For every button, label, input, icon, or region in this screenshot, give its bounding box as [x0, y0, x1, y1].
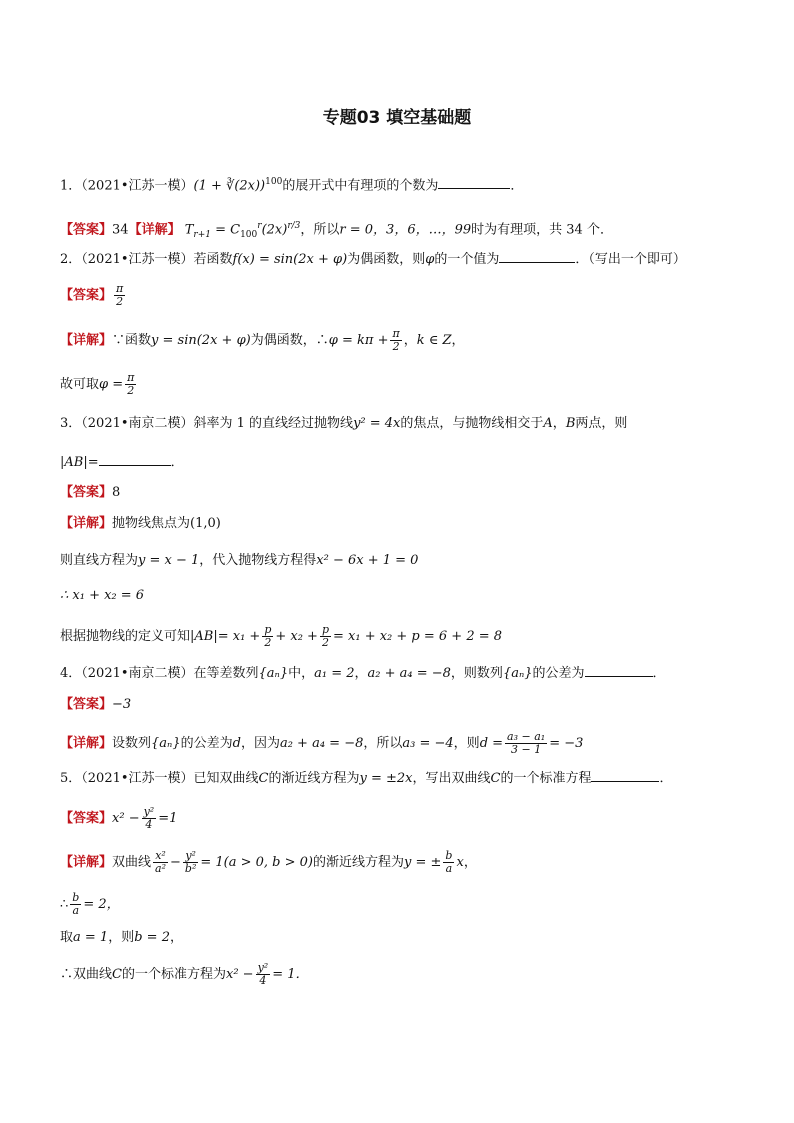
q5-d-frac2	[183, 850, 198, 875]
q5-d2: −	[170, 855, 181, 870]
q5-d4: 的渐近线方程为	[313, 855, 405, 870]
q4-frac-den: 3 − 1	[511, 743, 542, 756]
q3-line4-frac2	[320, 624, 331, 649]
q4-detail	[60, 731, 583, 756]
q3-comma: ，	[552, 416, 566, 431]
q5-l4-4: x² −	[225, 967, 254, 982]
q3-text1: 的焦点，与抛物线相交于	[400, 416, 544, 431]
q1-detail-term: T	[184, 222, 194, 238]
q1-exponent: 100	[265, 177, 283, 187]
q5-asymptote: y = ±2x	[359, 771, 413, 786]
q5-d-frac1	[153, 850, 168, 875]
q1-detail-c-sup: r	[257, 221, 262, 231]
q4-answer	[60, 695, 131, 715]
q2-detail-text2: 为偶函数，∴	[250, 333, 329, 348]
q3-line2	[60, 551, 418, 571]
q4-text3: 的公差为	[532, 666, 585, 681]
q3-f1-num: p	[264, 623, 272, 636]
q3-detail-focus: 抛物线焦点为(1,0)	[112, 516, 221, 531]
question-3-cont	[60, 451, 184, 473]
question-4	[60, 662, 666, 684]
q4-seq1: {aₙ}	[258, 666, 289, 681]
q5-f3-num: b	[445, 849, 453, 862]
q5-l4-1: ∴双曲线	[60, 967, 113, 982]
q3-line4-eq2: + x₂ +	[275, 629, 318, 644]
q5-l4-den: 4	[259, 974, 267, 987]
q3-parabola: y² = 4x	[353, 416, 401, 431]
answer-label: 【答案】	[60, 485, 113, 500]
q1-detail-sub: r+1	[193, 229, 211, 240]
q1-answer: 34	[112, 222, 129, 238]
q2-detail-den: 2	[392, 340, 400, 353]
q4-d4: d	[232, 736, 241, 751]
q5-answer	[60, 806, 177, 831]
q3-f1-den: 2	[264, 636, 272, 649]
q2-phi: φ	[425, 252, 435, 267]
answer-label: 【答案】	[60, 288, 113, 303]
q3-ab: |AB|=	[60, 455, 99, 470]
q5-detail	[60, 850, 477, 875]
q5-l4-5: = 1．	[272, 967, 309, 982]
q5-l4-3: 的一个标准方程为	[121, 967, 226, 982]
q1-detail-text2: 时为有理项，共 34 个．	[471, 222, 613, 238]
q1-source: 1．（2021•江苏一模）	[60, 178, 194, 194]
detail-label: 【详解】	[128, 222, 181, 238]
q3-point-b: B	[565, 416, 576, 431]
q5-l3-4: b = 2	[134, 930, 170, 945]
question-2	[60, 248, 686, 270]
q5-answer-fraction	[142, 806, 157, 831]
q5-l4-num: y²	[257, 961, 269, 974]
detail-label: 【详解】	[60, 736, 113, 751]
q3-line2-eq2: x² − 6x + 1 = 0	[316, 553, 419, 568]
q5-text2: ，写出双曲线	[412, 771, 491, 786]
q3-answer	[60, 483, 120, 503]
q4-d11: = −3	[549, 736, 584, 751]
q5-l3-5: ，	[169, 930, 183, 945]
question-3	[60, 414, 627, 434]
q5-d-frac3	[443, 850, 454, 875]
q5-l3-3: ，则	[108, 930, 135, 945]
q4-sum: a₂ + a₄ = −8	[367, 666, 451, 681]
q5-ans2: =1	[158, 811, 178, 826]
q4-d5: ，因为	[240, 736, 280, 751]
q3-line2-text2: ，代入抛物线方程得	[199, 553, 317, 568]
q4-d6: a₂ + a₄ = −8	[279, 736, 364, 751]
q5-ans-den: 4	[145, 818, 153, 831]
q2-conclusion	[60, 372, 138, 397]
q5-l2-therefore: ∴	[60, 897, 69, 912]
q5-l2-eq: = 2，	[83, 897, 120, 912]
q4-d2: {aₙ}	[151, 736, 181, 751]
q3-line4-eq3: = x₁ + x₂ + p = 6 + 2 = 8	[333, 629, 503, 644]
q5-l2-num: b	[72, 891, 80, 904]
q5-l4-frac	[256, 962, 271, 987]
q5-end: ．	[659, 771, 673, 786]
q5-l3-1: 取	[60, 930, 74, 945]
q2-text1: 为偶函数，则	[347, 252, 426, 267]
q3-end: ．	[170, 455, 184, 470]
q5-d7: ，	[463, 855, 477, 870]
detail-label: 【详解】	[60, 333, 113, 348]
answer-blank	[499, 248, 575, 263]
q2-detail-k: k ∈ Z	[416, 333, 452, 348]
answer-label: 【答案】	[60, 811, 113, 826]
page-title: 专题03 填空基础题	[322, 108, 472, 128]
q5-text1: 的渐近线方程为	[268, 771, 360, 786]
question-1	[60, 172, 523, 196]
q2-conclusion-text: 故可取	[60, 377, 100, 392]
q5-line2	[60, 892, 120, 917]
q1-detail-c: = C	[210, 222, 241, 238]
q3-line4-text: 根据抛物线的定义可知	[60, 629, 191, 644]
q3-line3-eq: ∴ x₁ + x₂ = 6	[60, 588, 145, 603]
q4-text1: 中，	[288, 666, 315, 681]
q2-text3: ．（写出一个即可）	[575, 252, 686, 267]
q2-detail-text1: ∵函数	[112, 333, 152, 348]
q3-detail	[60, 514, 221, 534]
q5-d1: 双曲线	[112, 855, 152, 870]
q4-source: 4．（2021•南京二模）在等差数列	[60, 666, 259, 681]
q1-detail-c-sub: 100	[240, 229, 258, 240]
q5-text3: 的一个标准方程	[500, 771, 592, 786]
q2-source: 2．（2021•江苏一模）若函数	[60, 252, 233, 267]
q5-l2-frac	[70, 892, 81, 917]
q3-answer-value: 8	[112, 485, 121, 500]
q5-line4	[60, 962, 308, 987]
q2-detail-num: π	[392, 327, 400, 340]
q5-line3	[60, 928, 183, 948]
q2-answer	[60, 283, 127, 308]
q5-c2: C	[490, 771, 501, 786]
q2-conclusion-den: 2	[127, 384, 135, 397]
q2-conclusion-fraction	[125, 372, 136, 397]
q1-detail-values: r = 0，3，6，…，99	[339, 222, 472, 238]
q5-f2-num: y²	[183, 850, 198, 863]
q4-d8: a₃ = −4	[402, 736, 454, 751]
q4-frac-num: a₃ − a₁	[507, 730, 546, 743]
q3-line4-frac1	[262, 624, 273, 649]
q5-source: 5．（2021•江苏一模）已知双曲线	[60, 771, 259, 786]
q3-line2-text1: 则直线方程为	[60, 553, 139, 568]
q1-answer-detail	[60, 216, 613, 245]
answer-label: 【答案】	[60, 222, 113, 238]
q4-end: ．	[652, 666, 666, 681]
answer-blank	[99, 451, 171, 466]
q5-f2-den: b²	[184, 862, 197, 875]
q5-l3-2: a = 1	[73, 930, 109, 945]
q4-d3: 的公差为	[180, 736, 233, 751]
q3-line4-eq1: |AB|= x₁ +	[190, 629, 261, 644]
q1-text: 的展开式中有理项的个数为	[282, 178, 439, 194]
q4-d7: ，所以	[363, 736, 403, 751]
q3-line2-eq1: y = x − 1	[138, 553, 200, 568]
q2-answer-den: 2	[116, 295, 124, 308]
q1-expression: (1 + ∛(2x))	[193, 178, 266, 194]
q5-d6: x	[456, 855, 464, 870]
q1-end: ．	[510, 178, 524, 194]
q5-l2-den: a	[72, 904, 80, 917]
detail-label: 【详解】	[60, 855, 113, 870]
answer-blank	[438, 174, 510, 189]
q3-point-a: A	[543, 416, 553, 431]
q2-function: f(x) = sin(2x + φ)	[232, 252, 348, 267]
q5-d5: y = ±	[404, 855, 442, 870]
q4-d9: ，则	[453, 736, 480, 751]
q2-detail	[60, 328, 465, 353]
q2-detail-comma2: ，	[451, 333, 465, 348]
q2-conclusion-num: π	[127, 371, 135, 384]
q5-c1: C	[258, 771, 269, 786]
q1-detail-text1: ，所以	[300, 222, 340, 238]
q5-ans-num: y²	[143, 805, 155, 818]
q2-detail-func: y = sin(2x + φ)	[151, 333, 251, 348]
answer-label: 【答案】	[60, 697, 113, 712]
q2-detail-comma: ，	[403, 333, 417, 348]
q4-d10: d =	[479, 736, 504, 751]
detail-label: 【详解】	[60, 516, 113, 531]
q5-l4-2: C	[112, 967, 122, 982]
q5-d3: = 1(a > 0, b > 0)	[200, 855, 313, 870]
q2-text2: 的一个值为	[434, 252, 500, 267]
q1-detail-power-sup: r/3	[287, 221, 301, 231]
q4-answer-value: −3	[112, 697, 132, 712]
q5-f1-den: a²	[155, 862, 166, 875]
q2-conclusion-eq: φ =	[99, 377, 124, 392]
q5-f3-den: a	[445, 862, 453, 875]
q2-detail-fraction	[390, 328, 401, 353]
q3-source: 3．（2021•南京二模）斜率为 1 的直线经过抛物线	[60, 416, 354, 431]
q3-f2-den: 2	[321, 636, 329, 649]
q4-text2: ，则数列	[450, 666, 503, 681]
q5-f1-num: x²	[153, 850, 168, 863]
q3-line4	[60, 624, 502, 649]
q4-comma: ，	[354, 666, 368, 681]
q4-a1: a₁ = 2	[314, 666, 355, 681]
q3-text2: 两点，则	[575, 416, 628, 431]
q3-line3	[60, 586, 144, 606]
q4-seq2: {aₙ}	[502, 666, 533, 681]
q4-d1: 设数列	[112, 736, 152, 751]
q4-detail-fraction	[505, 731, 547, 756]
question-5	[60, 767, 673, 789]
q2-answer-fraction	[114, 283, 125, 308]
answer-blank	[591, 767, 659, 782]
answer-blank	[585, 662, 653, 677]
q3-f2-num: p	[321, 623, 329, 636]
q1-detail-power: (2x)	[261, 222, 288, 238]
q5-ans1: x² −	[112, 811, 140, 826]
q2-detail-eq: φ = kπ +	[328, 333, 389, 348]
q2-answer-num: π	[116, 282, 124, 295]
